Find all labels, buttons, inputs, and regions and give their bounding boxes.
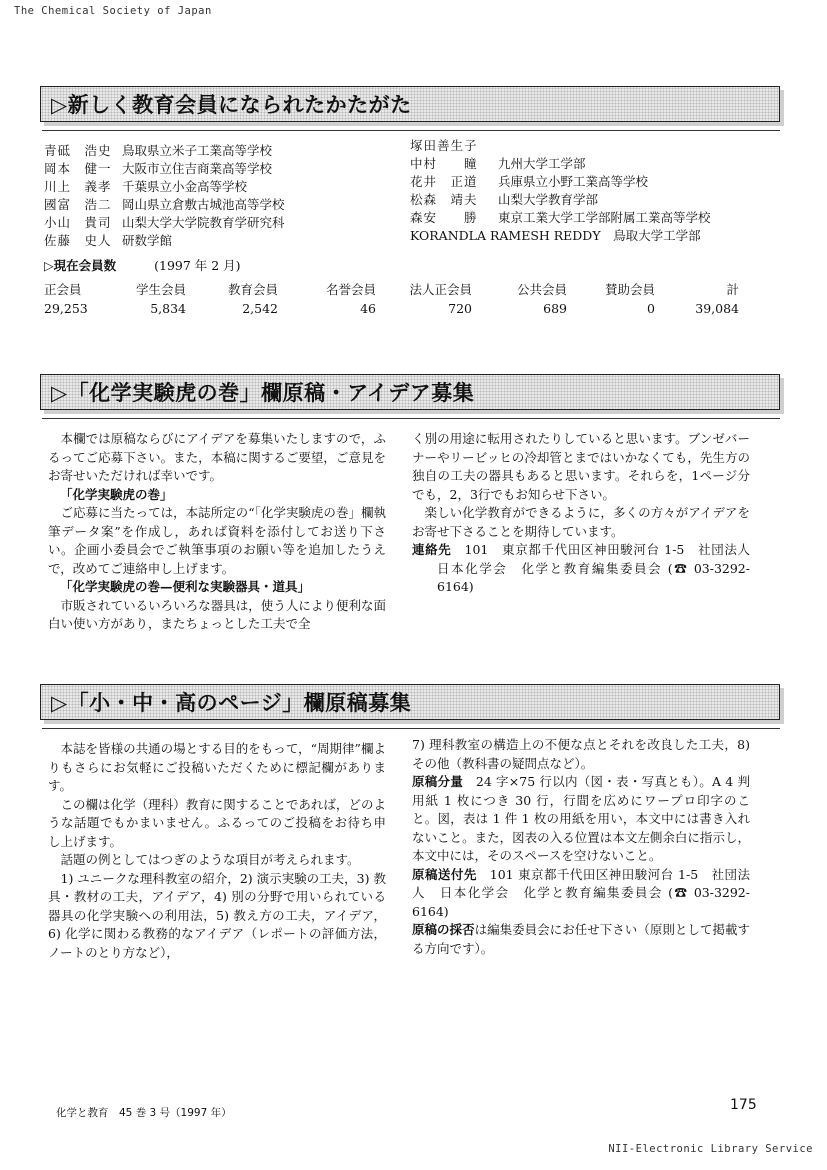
section2-left-column <box>48 430 386 634</box>
manuscript-acceptance: 原稿の採否は編集委員会にお任せ下さい（原則として掲載する方向です）。 <box>412 922 750 956</box>
member-row: 岡本 健一 大阪市立住吉商業高等学校 <box>44 161 273 176</box>
paragraph: 本欄では原稿ならびにアイデアを募集いたしますので，ふるってご応募下さい。また，本稿に関するご要望，ご意見をお寄せいただければ幸いです。 <box>48 431 386 483</box>
journal-footer: 化学と教育 45 巻 3 号（1997 年） <box>56 1107 232 1119</box>
member-count-heading: ▷現在会員数 (1997 年 2 月) <box>44 258 241 273</box>
member-count-table <box>44 280 739 318</box>
paragraph: 本誌を皆様の共通の場とする目的をもって，“周期律”欄よりもさらにお気軽にご投稿いただくために標記欄があります。 <box>48 741 386 793</box>
member-row: 國富 浩二 岡山県立倉敷古城池高等学校 <box>44 197 285 212</box>
paragraph: ご応募に当たっては，本誌所定の“「化学実験虎の巻」欄執筆データ案”を作成し，あれば資料を添付してお送り下さい。企画小委員会でご執筆事項のお願い等を追加したうえで，改めてご連絡申し上げます。 <box>48 505 386 576</box>
count-label-row: 正会員 学生会員 教育会員 名誉会員 法人正会員 公共会員 賛助会員 計 <box>44 282 739 297</box>
section2-banner <box>40 374 780 410</box>
contact-info: 連絡先 101 東京都千代田区神田駿河台 1-5 社団法人 日本化学会 化学と教育編集委員会 (☎ 03-3292-6164) <box>412 542 763 594</box>
section1-title: ▷新しく教育会員になられたかたがた <box>51 93 412 117</box>
paragraph: 1) ユニークな理科教室の紹介，2) 演示実験の工夫，3) 教具・教材の工夫，アイデア，4) 別の分野で用いられている器具の化学実験への利用法，5) 教え方の工夫，アイデア，6) 化学に関わる教務的なアイデア（レポートの評価方法，ノートのとり方など）， <box>48 870 386 960</box>
member-row: 中村 瞳 九州大学工学部 <box>410 156 586 171</box>
society-header: The Chemical Society of Japan <box>14 5 212 17</box>
member-row: 花井 正道 兵庫県立小野工業高等学校 <box>410 174 649 189</box>
section1-rule <box>42 130 780 131</box>
paragraph: 楽しい化学教育ができるように，多くの方々がアイデアをお寄せ下さることを期待しています。 <box>412 505 750 539</box>
member-count-date: (1997 年 2 月) <box>154 258 241 273</box>
member-list-left <box>44 142 285 250</box>
member-row: 小山 貴司 山梨大学大学院教育学研究科 <box>44 215 285 230</box>
member-row: 佐藤 史人 研数学館 <box>44 233 173 248</box>
member-row: 川上 義孝 千葉県立小金高等学校 <box>44 179 248 194</box>
section2-right-column <box>412 430 763 597</box>
section3-banner <box>40 684 780 720</box>
count-value-row: 29,253 5,834 2,542 46 720 689 0 39,084 <box>44 301 739 316</box>
nii-footer: NII-Electronic Library Service <box>608 1143 813 1155</box>
paragraph: 市販されているいろいろな器具は，使う人により便利な面白い使い方があり，またちょっとした工夫で全 <box>48 597 386 631</box>
manuscript-size: 原稿分量 24 字×75 行以内（図・表・写真とも）。A 4 判用紙 1 枚につき 30 行，行間を広めにワープロ印字のこと。図，表は 1 件 1 枚の用紙を用い，本文中には書き入れないこと。また，図表の入る位置は本文左側余白に指示し，本文中には，そのスペースを空けないこと。 <box>412 774 750 863</box>
member-row: 塚田善生子 <box>410 138 478 153</box>
manuscript-address: 原稿送付先 101 東京都千代田区神田駿河台 1-5 社団法人 日本化学会 化学と教育編集委員会 (☎ 03-3292-6164) <box>412 866 750 919</box>
section2-title: ▷「化学実験虎の巻」欄原稿・アイデア募集 <box>51 381 475 405</box>
member-row: 松森 靖夫 山梨大学教育学部 <box>410 192 599 207</box>
special-member-row: KORANDLA RAMESH REDDY 鳥取大学工学部 <box>410 228 701 243</box>
paragraph: この欄は化学（理科）教育に関することであれば，どのような話題でもかまいません。ふるってのご投稿をお待ち申し上げます。 <box>48 796 386 849</box>
subheading: 「化学実験虎の巻」 <box>60 486 173 502</box>
section3-left-column <box>48 740 386 962</box>
member-row: 森安 勝 東京工業大学工学部附属工業高等学校 <box>410 210 711 225</box>
paragraph: 話題の例としてはつぎのような項目が考えられます。 <box>60 852 360 867</box>
member-row: 青砥 浩史 鳥取県立米子工業高等学校 <box>44 143 273 158</box>
section3-rule <box>42 728 780 729</box>
section3-right-column <box>412 736 750 958</box>
page-number: 175 <box>730 1097 757 1113</box>
paragraph: 7) 理科教室の構造上の不便な点とそれを改良した工夫，8) その他（教科書の疑問点など）。 <box>412 737 750 771</box>
section2-rule <box>42 418 780 419</box>
section1-banner <box>40 86 780 122</box>
paragraph: く別の用途に転用されたりしていると思います。ブンゼバーナーやリービッヒの冷却管とまではいかなくても，先生方の独自の工夫の器具もあると思います。それらを，1ページ分でも，2，3行でもお知らせ下さい。 <box>412 431 750 502</box>
section3-title: ▷「小・中・高のページ」欄原稿募集 <box>51 691 412 715</box>
member-list-right <box>410 137 711 245</box>
subheading: 「化学実験虎の巻—便利な実験器具・道具」 <box>60 579 311 594</box>
